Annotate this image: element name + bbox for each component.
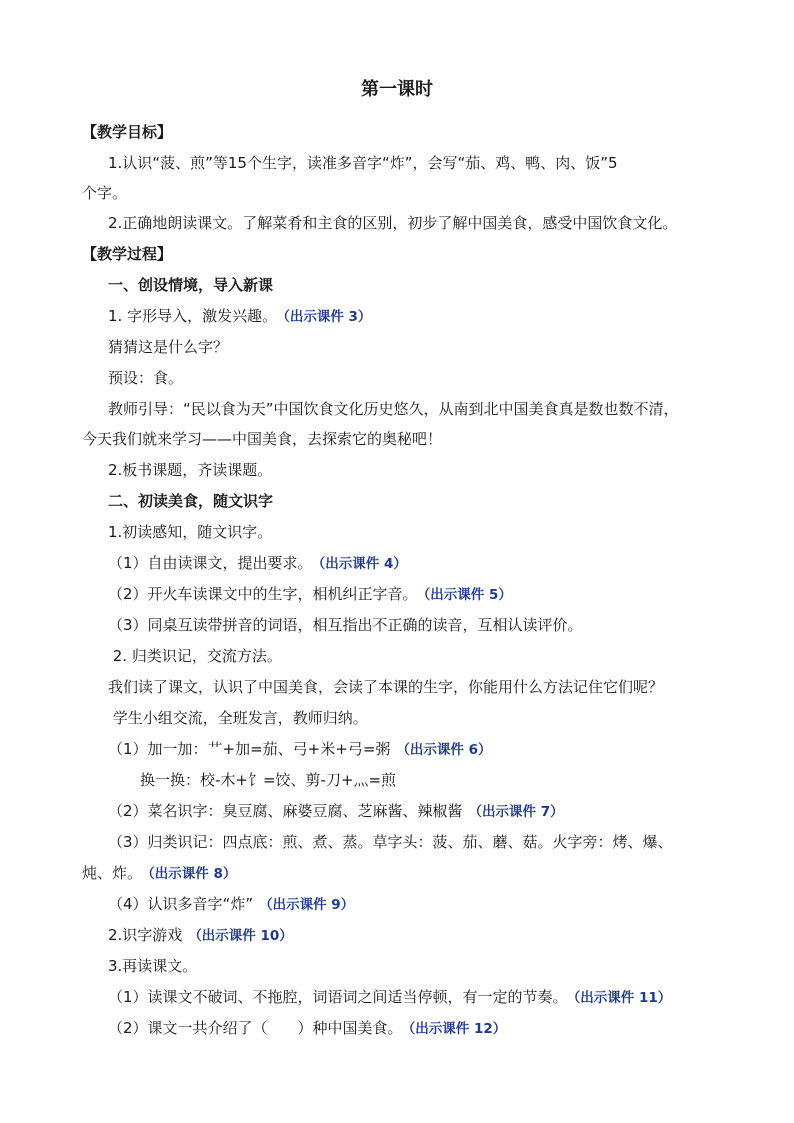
courseware-ref: （出示课件 8） [148, 866, 237, 882]
step-2-4-2-text: （2）课文一共介绍了（ ）种中国美食。 [108, 1019, 403, 1037]
step-2-2-1-swap: 换一换：校-木+饣=饺、剪-刀+灬=煎 [140, 771, 397, 789]
step-2-2-group: 学生小组交流，全班发言，教师归纳。 [108, 709, 368, 727]
step-1-1 [108, 306, 371, 327]
step-2-2-3-text: 炖、炸。 [82, 864, 143, 882]
step-2-1-2 [108, 584, 512, 605]
step-2-2-1-text: （1）加一加：艹+加=茄、弓+米+弓=粥 [108, 740, 391, 758]
step-2-1-1 [108, 553, 407, 574]
step-2-2-4-text: （4）认识多音字“炸” [108, 895, 254, 913]
step-2-2-3-line-1: （3）归类识记：四点底：煎、煮、蒸。草字头：菠、茄、蘑、菇。火字旁：烤、爆、 [108, 833, 673, 851]
page-title: 第一课时 [361, 79, 433, 100]
step-2-2-4 [108, 894, 354, 915]
section-heading-goals: 【教学目标】 [82, 123, 173, 141]
part-2-heading: 二、初读美食，随文识字 [108, 492, 274, 510]
goal-2: 2.正确地朗读课文。了解菜肴和主食的区别，初步了解中国美食，感受中国饮食文化。 [108, 214, 678, 232]
step-2-2-question: 我们读了课文，认识了中国美食，会读了本课的生字，你能用什么方法记住它们呢？ [108, 678, 664, 696]
step-2-2-2-text: （2）菜名识字：臭豆腐、麻婆豆腐、芝麻酱、辣椒酱 [108, 802, 463, 820]
step-2-1-2-text: （2）开火车读课文中的生字，相机纠正字音。 [108, 585, 418, 603]
step-2-4-1-text: （1）读课文不破词、不拖腔，词语词之间适当停顿，有一定的节奏。 [108, 988, 568, 1006]
courseware-ref: （出示课件 4） [318, 556, 407, 572]
courseware-ref: （出示课件 5） [423, 587, 512, 603]
teacher-guide-line-2: 今天我们就来学习——中国美食，去探索它的奥秘吧！ [82, 430, 443, 448]
step-2-2-2 [108, 801, 564, 822]
goal-1-line-1: 1.认识“菠、煎”等15个生字，读准多音字“炸”，会写“茄、鸡、鸭、肉、饭”5 [108, 154, 618, 172]
courseware-ref: （出示课件 7） [468, 804, 564, 820]
step-2-3 [108, 925, 293, 946]
courseware-ref: （出示课件 6） [396, 742, 492, 758]
step-1-2: 2.板书课题，齐读课题。 [108, 461, 273, 479]
step-2-3-text: 2.识字游戏 [108, 926, 183, 944]
teacher-guide-line-1: 教师引导：“民以食为天”中国饮食文化历史悠久，从南到北中国美食真是数也数不清， [108, 400, 679, 418]
step-1-1-text: 1. 字形导入，激发兴趣。 [108, 307, 278, 325]
step-2-1-3: （3）同桌互读带拼音的词语，相互指出不正确的读音，互相认读评价。 [108, 616, 583, 634]
courseware-ref: （出示课件 9） [259, 897, 355, 913]
goal-1-line-2: 个字。 [82, 184, 128, 202]
step-2-1-1-text: （1）自由读课文，提出要求。 [108, 554, 313, 572]
courseware-ref: （出示课件 11） [573, 990, 672, 1006]
courseware-ref: （出示课件 10） [188, 928, 293, 944]
step-2-2-3-line-2 [82, 863, 236, 884]
courseware-ref: （出示课件 3） [283, 309, 372, 325]
guess-question: 猜猜这是什么字？ [108, 338, 229, 356]
step-2-4: 3.再读课文。 [108, 957, 198, 975]
step-2-1: 1.初读感知，随文识字。 [108, 523, 273, 541]
step-2-4-2 [108, 1018, 506, 1039]
section-heading-process: 【教学过程】 [82, 245, 173, 263]
step-2-4-1 [108, 987, 671, 1008]
step-2-2-1 [108, 739, 491, 760]
preset-answer: 预设：食。 [108, 369, 184, 387]
step-2-2: 2. 归类识记，交流方法。 [108, 647, 282, 665]
courseware-ref: （出示课件 12） [408, 1021, 507, 1037]
part-1-heading: 一、创设情境，导入新课 [108, 276, 274, 294]
